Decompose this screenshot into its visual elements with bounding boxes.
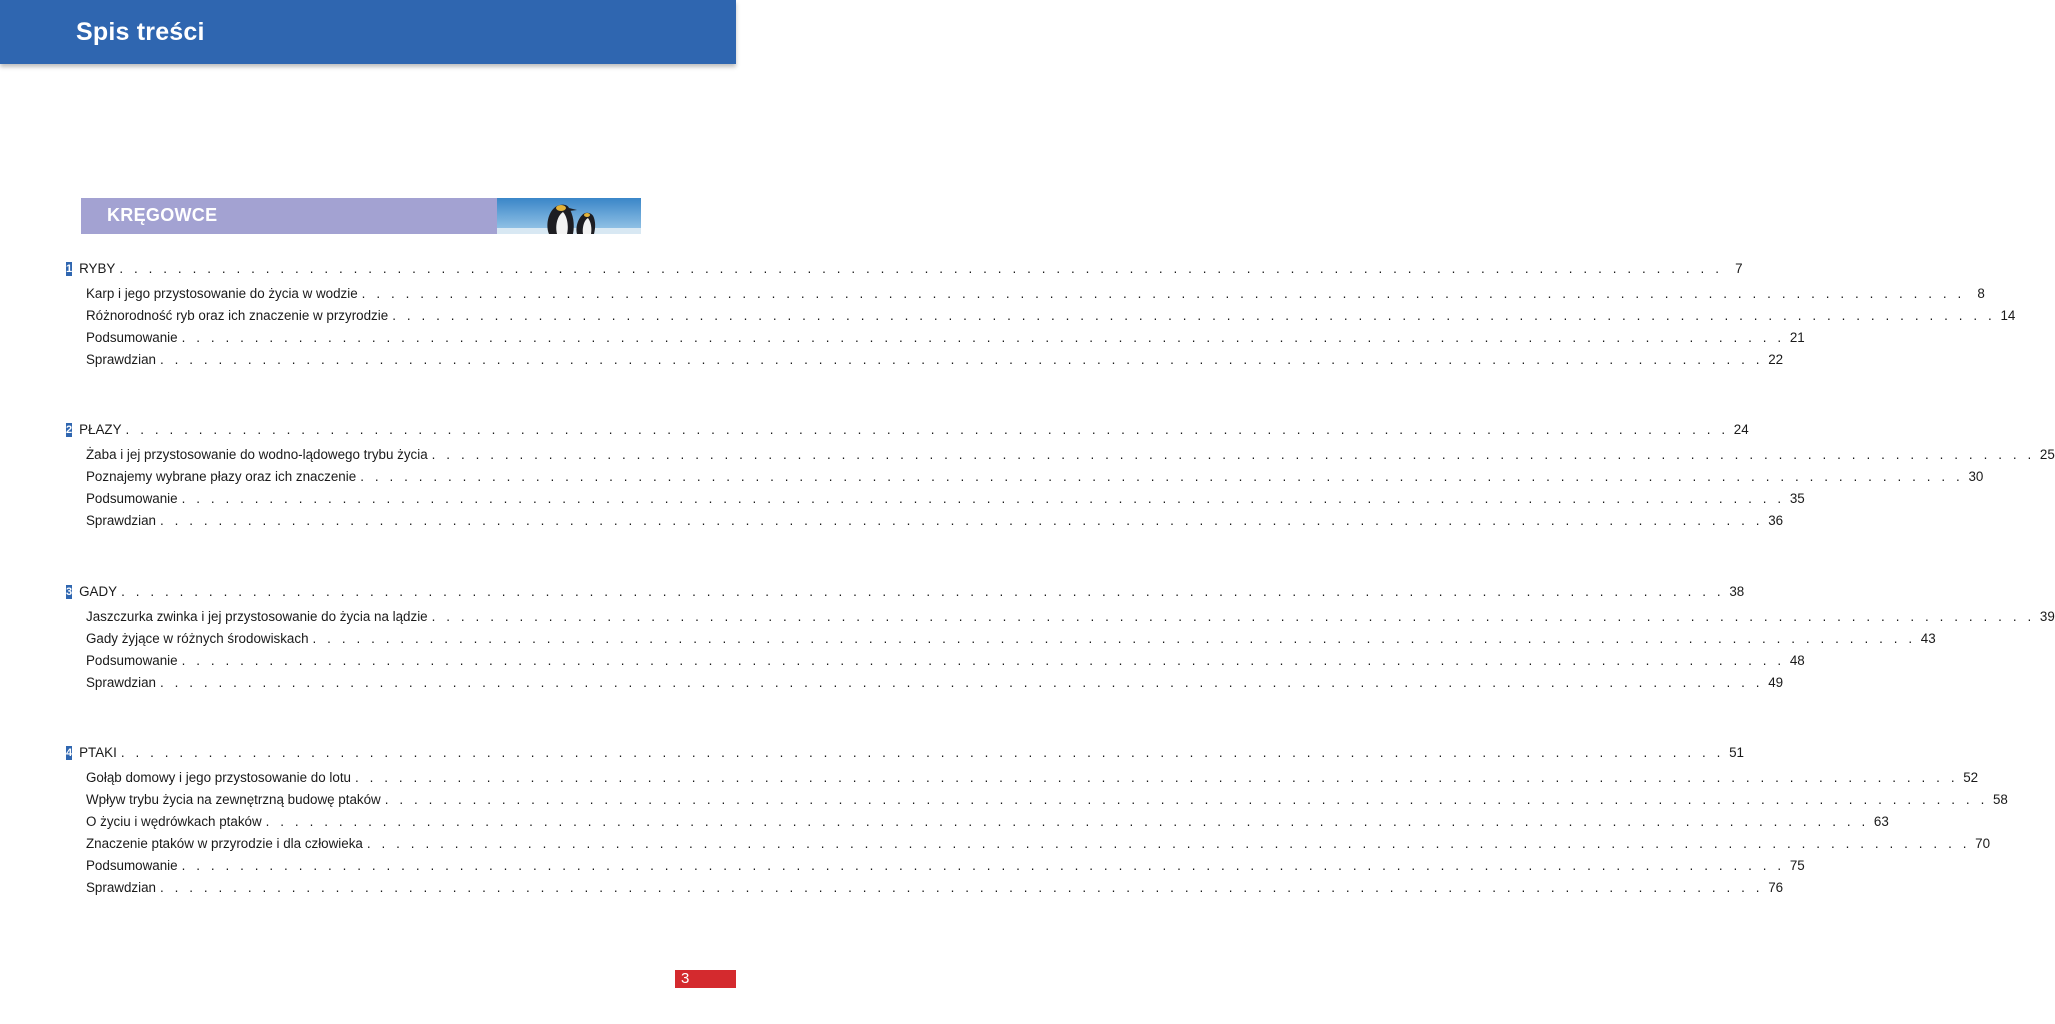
chapter-title: PTAKI: [79, 745, 117, 760]
toc-entry[interactable]: [66, 811, 1889, 833]
dot-leader: . . . . . . . . . . . . . . . . . . . . . . . . . . . . . . . . . . . . . . . . . . . . . . . . . . . . . . . . . . . . . . . . . . . . . . . . . . . . . . . . . . . . . . . . . . . . . . . . . . . . . . . . . . . . . .: [431, 447, 2035, 462]
toc-entry[interactable]: [66, 283, 1985, 305]
page-number: 36: [1768, 513, 1784, 528]
toc-entry[interactable]: [66, 466, 1984, 488]
section-title: KRĘGOWCE: [107, 205, 218, 225]
toc-chapter-entry[interactable]: [66, 419, 1749, 441]
toc-entry[interactable]: [66, 510, 1784, 532]
page-number: 52: [1963, 770, 1979, 785]
page-number: 30: [1968, 469, 1984, 484]
chapter-number-badge: 1: [66, 263, 73, 275]
dot-leader: . . . . . . . . . . . . . . . . . . . . . . . . . . . . . . . . . . . . . . . . . . . . . . . . . . . . . . . . . . . . . . . . . . . . . . . . . . . . . . . . . . . . . . . . . . . . . . . . . . . . . . . . . . . . . .: [361, 286, 1965, 301]
page-number: 43: [1920, 631, 1936, 646]
toc-entry[interactable]: [66, 672, 1784, 694]
dot-leader: . . . . . . . . . . . . . . . . . . . . . . . . . . . . . . . . . . . . . . . . . . . . . . . . . . . . . . . . . . . . . . . . . . . . . . . . . . . . . . . . . . . . . . . . . . . . . . . . . . . . . . . . . . . . . .: [181, 330, 1785, 345]
dot-leader: . . . . . . . . . . . . . . . . . . . . . . . . . . . . . . . . . . . . . . . . . . . . . . . . . . . . . . . . . . . . . . . . . . . . . . . . . . . . . . . . . . . . . . . . . . . . . . . . . . . . . . . . . . . . . .: [265, 814, 1869, 829]
dot-leader: . . . . . . . . . . . . . . . . . . . . . . . . . . . . . . . . . . . . . . . . . . . . . . . . . . . . . . . . . . . . . . . . . . . . . . . . . . . . . . . . . . . . . . . . . . . . . . . . . . . . . . . . . . . . . .: [120, 745, 1724, 760]
page-number: 35: [1789, 491, 1805, 506]
entry-title: Jaszczurka zwinka i jej przystosowanie do życia na lądzie: [86, 609, 428, 624]
toc-entry[interactable]: [66, 628, 1936, 650]
entry-title: Wpływ trybu życia na zewnętrzną budowę ptaków: [86, 792, 381, 807]
chapter-ptaki: [66, 742, 2008, 899]
toc-entry[interactable]: [66, 327, 1805, 349]
page-number: 21: [1789, 330, 1805, 345]
entry-title: Podsumowanie: [86, 330, 178, 345]
dot-leader: . . . . . . . . . . . . . . . . . . . . . . . . . . . . . . . . . . . . . . . . . . . . . . . . . . . . . . . . . . . . . . . . . . . . . . . . . . . . . . . . . . . . . . . . . . . . . . . . . . . . . . . . . . . . . .: [181, 491, 1785, 506]
page-number: 39: [2039, 609, 2055, 624]
chapter-title: GADY: [79, 584, 118, 599]
entry-title: Sprawdzian: [86, 352, 156, 367]
page-number: 63: [1873, 814, 1889, 829]
chapter-title: RYBY: [79, 261, 116, 276]
entry-title: Podsumowanie: [86, 491, 178, 506]
dot-leader: . . . . . . . . . . . . . . . . . . . . . . . . . . . . . . . . . . . . . . . . . . . . . . . . . . . . . . . . . . . . . . . . . . . . . . . . . . . . . . . . . . . . . . . . . . . . . . . . . . . . . . . . . . . . . .: [159, 675, 1764, 690]
dot-leader: . . . . . . . . . . . . . . . . . . . . . . . . . . . . . . . . . . . . . . . . . . . . . . . . . . . . . . . . . . . . . . . . . . . . . . . . . . . . . . . . . . . . . . . . . . . . . . . . . . . . . . . . . . . . . .: [366, 836, 1971, 851]
toc-entry[interactable]: [66, 444, 2055, 466]
entry-title: Sprawdzian: [86, 880, 156, 895]
dot-leader: . . . . . . . . . . . . . . . . . . . . . . . . . . . . . . . . . . . . . . . . . . . . . . . . . . . . . . . . . . . . . . . . . . . . . . . . . . . . . . . . . . . . . . . . . . . . . . . . . . . . . . . . . . . . . .: [159, 352, 1764, 367]
dot-leader: . . . . . . . . . . . . . . . . . . . . . . . . . . . . . . . . . . . . . . . . . . . . . . . . . . . . . . . . . . . . . . . . . . . . . . . . . . . . . . . . . . . . . . . . . . . . . . . . . . . . . . . . . . . . . .: [125, 422, 1729, 437]
toc-entry[interactable]: [66, 767, 1979, 789]
toc-chapter-entry[interactable]: [66, 742, 1744, 764]
penguins-photo: [497, 198, 641, 234]
entry-title: Podsumowanie: [86, 858, 178, 873]
entry-title: Różnorodność ryb oraz ich znaczenie w przyrodzie: [86, 308, 389, 323]
toc-entry[interactable]: [66, 305, 2016, 327]
dot-leader: . . . . . . . . . . . . . . . . . . . . . . . . . . . . . . . . . . . . . . . . . . . . . . . . . . . . . . . . . . . . . . . . . . . . . . . . . . . . . . . . . . . . . . . . . . . . . . . . . . . . . . . . . . . . . .: [181, 858, 1785, 873]
chapter-ryby: [66, 258, 2016, 371]
toc-entry[interactable]: [66, 789, 2008, 811]
entry-title: O życiu i wędrówkach ptaków: [86, 814, 262, 829]
dot-leader: . . . . . . . . . . . . . . . . . . . . . . . . . . . . . . . . . . . . . . . . . . . . . . . . . . . . . . . . . . . . . . . . . . . . . . . . . . . . . . . . . . . . . . . . . . . . . . . . . . . . . . . . . . . . . .: [384, 792, 1988, 807]
toc-entry[interactable]: [66, 877, 1784, 899]
chapter-title: PŁAZY: [79, 422, 122, 437]
header-bar: [0, 0, 736, 64]
chapter-gady: [66, 581, 2055, 694]
page-number: 25: [2039, 447, 2055, 462]
page-number: 14: [2000, 308, 2016, 323]
entry-title: Gady żyjące w różnych środowiskach: [86, 631, 309, 646]
dot-leader: . . . . . . . . . . . . . . . . . . . . . . . . . . . . . . . . . . . . . . . . . . . . . . . . . . . . . . . . . . . . . . . . . . . . . . . . . . . . . . . . . . . . . . . . . . . . . . . . . . . . . . . . . . . . . .: [181, 653, 1785, 668]
page-number: 24: [1733, 422, 1749, 437]
entry-title: Sprawdzian: [86, 675, 156, 690]
entry-title: Żaba i jej przystosowanie do wodno-lądowego trybu życia: [86, 447, 428, 462]
chapter-number-badge: 3: [66, 586, 73, 598]
entry-title: Karp i jego przystosowanie do życia w wodzie: [86, 286, 358, 301]
chapter-plazy: [66, 419, 2055, 532]
toc-entry[interactable]: [66, 488, 1805, 510]
footer-page-badge: [675, 970, 736, 988]
chapter-number-badge: 4: [66, 747, 73, 759]
page-number: 76: [1768, 880, 1784, 895]
entry-title: Sprawdzian: [86, 513, 156, 528]
toc-chapter-entry[interactable]: [66, 581, 1745, 603]
section-banner: [81, 198, 641, 234]
page-number: 7: [1735, 261, 1743, 276]
dot-leader: . . . . . . . . . . . . . . . . . . . . . . . . . . . . . . . . . . . . . . . . . . . . . . . . . . . . . . . . . . . . . . . . . . . . . . . . . . . . . . . . . . . . . . . . . . . . . . . . . . . . . . . . . . . . . .: [431, 609, 2035, 624]
toc-entry[interactable]: [66, 349, 1784, 371]
page-number: 38: [1729, 584, 1745, 599]
entry-title: Poznajemy wybrane płazy oraz ich znaczenie: [86, 469, 357, 484]
toc-entry[interactable]: [66, 833, 1991, 855]
dot-leader: . . . . . . . . . . . . . . . . . . . . . . . . . . . . . . . . . . . . . . . . . . . . . . . . . . . . . . . . . . . . . . . . . . . . . . . . . . . . . . . . . . . . . . . . . . . . . . . . . . . . . . . . . . . . . .: [360, 469, 1964, 484]
dot-leader: . . . . . . . . . . . . . . . . . . . . . . . . . . . . . . . . . . . . . . . . . . . . . . . . . . . . . . . . . . . . . . . . . . . . . . . . . . . . . . . . . . . . . . . . . . . . . . . . . . . . . . . . . . . . . .: [119, 261, 1723, 276]
toc-entry[interactable]: [66, 650, 1805, 672]
entry-title: Znaczenie ptaków w przyrodzie i dla człowieka: [86, 836, 363, 851]
dot-leader: . . . . . . . . . . . . . . . . . . . . . . . . . . . . . . . . . . . . . . . . . . . . . . . . . . . . . . . . . . . . . . . . . . . . . . . . . . . . . . . . . . . . . . . . . . . . . . . . . . . . . . . . . . . . . .: [354, 770, 1959, 785]
page-number: 22: [1768, 352, 1784, 367]
dot-leader: . . . . . . . . . . . . . . . . . . . . . . . . . . . . . . . . . . . . . . . . . . . . . . . . . . . . . . . . . . . . . . . . . . . . . . . . . . . . . . . . . . . . . . . . . . . . . . . . . . . . . . . . . . . . . .: [159, 880, 1764, 895]
page-number: 49: [1768, 675, 1784, 690]
dot-leader: . . . . . . . . . . . . . . . . . . . . . . . . . . . . . . . . . . . . . . . . . . . . . . . . . . . . . . . . . . . . . . . . . . . . . . . . . . . . . . . . . . . . . . . . . . . . . . . . . . . . . . . . . . . . . .: [159, 513, 1764, 528]
page-number: 75: [1789, 858, 1805, 873]
footer-page-number: 3: [681, 970, 690, 987]
dot-leader: . . . . . . . . . . . . . . . . . . . . . . . . . . . . . . . . . . . . . . . . . . . . . . . . . . . . . . . . . . . . . . . . . . . . . . . . . . . . . . . . . . . . . . . . . . . . . . . . . . . . . . . . . . . . . .: [392, 308, 1996, 323]
dot-leader: . . . . . . . . . . . . . . . . . . . . . . . . . . . . . . . . . . . . . . . . . . . . . . . . . . . . . . . . . . . . . . . . . . . . . . . . . . . . . . . . . . . . . . . . . . . . . . . . . . . . . . . . . . . . . .: [121, 584, 1725, 599]
page-number: 58: [1992, 792, 2008, 807]
toc-entry[interactable]: [66, 606, 2055, 628]
page-number: 8: [1977, 286, 1985, 301]
page-number: 70: [1975, 836, 1991, 851]
page-number: 48: [1789, 653, 1805, 668]
entry-title: Gołąb domowy i jego przystosowanie do lotu: [86, 770, 351, 785]
entry-title: Podsumowanie: [86, 653, 178, 668]
page-number: 51: [1729, 745, 1744, 760]
toc-entry[interactable]: [66, 855, 1805, 877]
toc-chapter-entry[interactable]: [66, 258, 1743, 280]
dot-leader: . . . . . . . . . . . . . . . . . . . . . . . . . . . . . . . . . . . . . . . . . . . . . . . . . . . . . . . . . . . . . . . . . . . . . . . . . . . . . . . . . . . . . . . . . . . . . . . . . . . . . . . . . . . . . .: [312, 631, 1916, 646]
chapter-number-badge: 2: [66, 424, 73, 436]
page-title: Spis treści: [76, 18, 205, 46]
